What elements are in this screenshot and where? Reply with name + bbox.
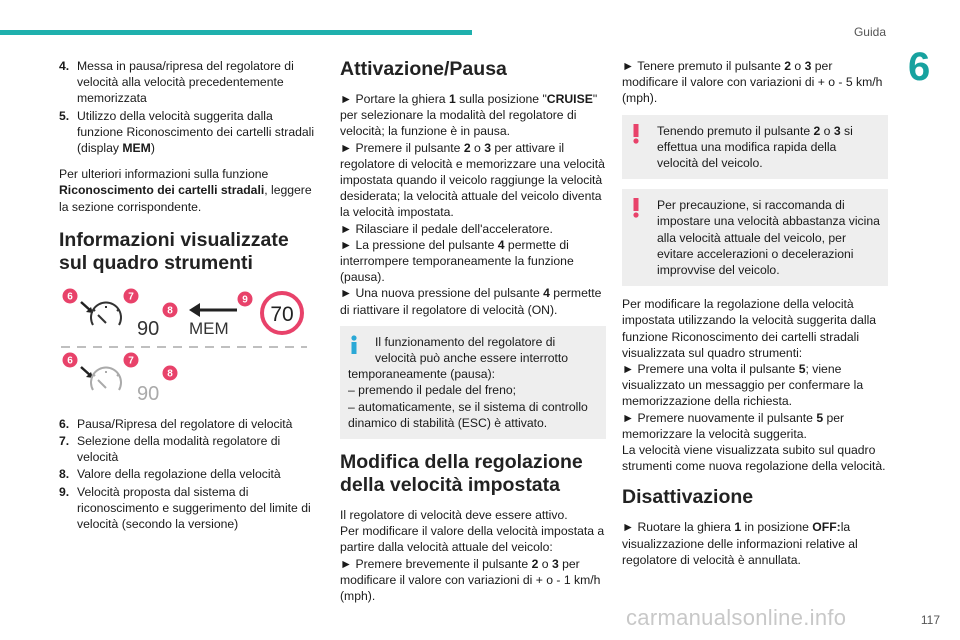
section-heading: Attivazione/Pausa: [340, 58, 507, 80]
list-text: Utilizzo della velocità suggerita dalla funzione Riconoscimento dei cartelli stradali (display: [77, 108, 315, 156]
callout-label: 9: [242, 294, 248, 306]
set-speed-value-paused: 90: [137, 382, 160, 402]
text-bold: 2: [784, 59, 792, 73]
note-text: Per precauzione, si raccomanda di impostare una velocità abbastanza vicina alla velocità attuale del veicolo, per evitare accelerazioni o decelerazioni improvvise del veicolo.: [657, 198, 880, 278]
instrument-cluster-figure: [59, 287, 309, 402]
list-number: 4.: [59, 59, 70, 73]
text: ► Ruotare la ghiera: [622, 520, 735, 535]
callout-label: 6: [67, 355, 73, 367]
paragraph: [59, 166, 321, 215]
callout-label: 7: [128, 355, 134, 367]
text-bold: 1: [448, 92, 456, 106]
callout-label: 7: [128, 291, 134, 303]
list-text: ): [150, 141, 155, 156]
set-speed-value: 90: [137, 317, 160, 340]
text: ; viene visualizzato un messaggio per confermare la memorizzazione della richiesta.: [622, 362, 864, 409]
paragraph: [340, 556, 606, 605]
text: o: [791, 59, 805, 73]
list-item: [59, 466, 321, 482]
section-heading: Modifica della regolazione della velocità impostata: [340, 451, 583, 497]
list-number: 7.: [59, 434, 70, 449]
text: in posizione: [741, 520, 813, 535]
note-text: [630, 123, 880, 172]
list-item: [59, 58, 321, 107]
column-middle: [340, 58, 606, 610]
text: per modificare il valore con variazioni di + o - 5 km/h (mph).: [622, 59, 883, 106]
text-bold: 2: [531, 556, 539, 571]
cluster-diagram: [59, 287, 309, 402]
list-text: Pausa/Ripresa del regolatore di velocità: [77, 416, 293, 431]
list-item: [59, 108, 321, 157]
list-item: [59, 416, 321, 432]
arrowhead-icon: [189, 303, 200, 317]
info-note: [340, 326, 606, 439]
text: ► Una nuova pressione del pulsante: [340, 286, 544, 301]
watermark: carmanualsonline.info: [626, 605, 847, 630]
column-left: [59, 58, 321, 533]
warning-note: [622, 115, 888, 180]
text-bold: 3: [551, 556, 559, 571]
text: " per selezionare la modalità del regolatore di velocità; la funzione è in pausa.: [340, 92, 598, 139]
paragraph: [340, 285, 606, 317]
text: si effettua una modifica rapida della velocità del veicolo.: [657, 123, 853, 171]
paragraph: Per modificare la regolazione della velocità impostata utilizzando la velocità suggerita dalla funzione Riconoscimento dei cartelli stradali visualizzata sul quadro strumenti:: [622, 297, 877, 360]
text: Tenendo premuto il pulsante: [657, 123, 814, 138]
cruise-control-icon-paused: [91, 367, 121, 389]
callout-label: 8: [167, 305, 173, 317]
paragraph: [622, 58, 888, 107]
text: o: [470, 140, 485, 155]
text: ► Premere nuovamente il pulsante: [622, 410, 817, 425]
text: o: [538, 556, 552, 571]
column-right: [622, 58, 888, 574]
list-text: Selezione della modalità regolatore di velocità: [77, 434, 281, 465]
paragraph: [340, 91, 606, 140]
list-number: 5.: [59, 108, 70, 123]
paragraph: [622, 410, 888, 442]
text: ► La pressione del pulsante: [340, 237, 498, 252]
text-bold: 2: [463, 140, 471, 155]
text: permette di interrompere temporaneamente la funzione (pausa).: [340, 237, 574, 285]
list-text-bold: MEM: [122, 141, 151, 156]
list-text: Messa in pausa/ripresa del regolatore di velocità alla velocità precedentemente memorizzata: [77, 59, 294, 106]
paragraph: [622, 361, 888, 410]
info-icon: [348, 335, 360, 355]
warning-note: [622, 189, 888, 286]
callout-label: 6: [67, 291, 73, 303]
text-bold: Riconoscimento dei cartelli stradali: [59, 183, 265, 198]
text-bold: 4: [497, 237, 505, 252]
text-bold: 5: [798, 362, 806, 377]
section-title: Guida: [853, 25, 886, 39]
text: ► Portare la ghiera: [340, 92, 449, 106]
text-bold: 4: [543, 286, 550, 301]
list-text: Valore della regolazione della velocità: [77, 467, 281, 482]
text: per modificare il valore con variazioni di + o - 1 km/h (mph).: [340, 556, 601, 604]
paragraph: Per modificare il valore della velocità impostata a partire dalla velocità attuale del veicolo:: [340, 524, 605, 555]
section-heading: Informazioni visualizzate sul quadro strumenti: [59, 228, 289, 274]
note-text: – automaticamente, se il sistema di controllo dinamico di stabilità (ESC) è attivato.: [348, 399, 588, 430]
text: o: [820, 123, 834, 138]
note-text: Il funzionamento del regolatore di velocità può anche essere interrotto: [375, 334, 569, 366]
list-text: Velocità proposta dal sistema di riconoscimento e suggerimento del limite di velocità (secondo la versione): [77, 484, 311, 532]
list-item: [59, 433, 321, 465]
text-bold: 5: [816, 410, 824, 425]
text: permette di riattivare il regolatore di velocità (ON).: [340, 286, 602, 317]
text: la visualizzazione delle informazioni relative al regolatore di velocità è annullata.: [622, 520, 858, 567]
note-text: – premendo il pedale del freno;: [348, 383, 517, 398]
cruise-control-icon: [91, 302, 121, 324]
text: , leggere la sezione corrispondente.: [59, 183, 312, 214]
text-bold: 2: [813, 123, 821, 138]
speed-limit-value: 70: [270, 302, 294, 326]
text-bold: 1: [734, 520, 742, 535]
chapter-number: 6: [908, 45, 931, 89]
page-number: 117: [920, 613, 940, 627]
text-bold: 3: [833, 123, 841, 138]
paragraph: [622, 519, 888, 568]
list-item: [59, 484, 321, 533]
text-bold: 3: [804, 59, 812, 73]
header-accent-bar: [0, 30, 472, 35]
list-number: 6.: [59, 416, 70, 431]
text: per memorizzare la velocità suggerita.: [622, 410, 845, 441]
text-bold: OFF:: [812, 520, 841, 535]
list-number: 8.: [59, 467, 70, 482]
paragraph: ► Rilasciare il pedale dell'acceleratore.: [340, 221, 553, 236]
warning-icon: [630, 198, 642, 218]
text: per attivare il regolatore di velocità e memorizzare una velocità impostata quando il veicolo raggiunge la velocità desiderata; la velocità attuale del veicolo diventa la velocità impostata.: [340, 140, 605, 220]
paragraph: [340, 237, 606, 286]
text-bold: CRUISE: [546, 92, 593, 106]
callout-label: 8: [167, 368, 173, 380]
text: ► Premere brevemente il pulsante: [340, 556, 532, 571]
text: ► Premere una volta il pulsante: [622, 362, 799, 377]
paragraph: [340, 140, 606, 221]
paragraph: Il regolatore di velocità deve essere attivo.: [340, 508, 568, 523]
section-heading: Disattivazione: [622, 486, 754, 509]
warning-icon: [630, 124, 642, 144]
list-number: 9.: [59, 484, 70, 499]
text-bold: 3: [484, 140, 491, 155]
text: ► Premere il pulsante: [340, 140, 464, 155]
text: sulla posizione ": [455, 92, 547, 106]
text: ► Tenere premuto il pulsante: [622, 59, 785, 73]
text: Per ulteriori informazioni sulla funzione: [59, 167, 269, 182]
note-text: temporaneamente (pausa):: [348, 367, 496, 382]
paragraph: La velocità viene visualizzata subito sul quadro strumenti come nuova regolazione della velocità.: [622, 443, 886, 474]
mem-label: MEM: [189, 318, 229, 338]
